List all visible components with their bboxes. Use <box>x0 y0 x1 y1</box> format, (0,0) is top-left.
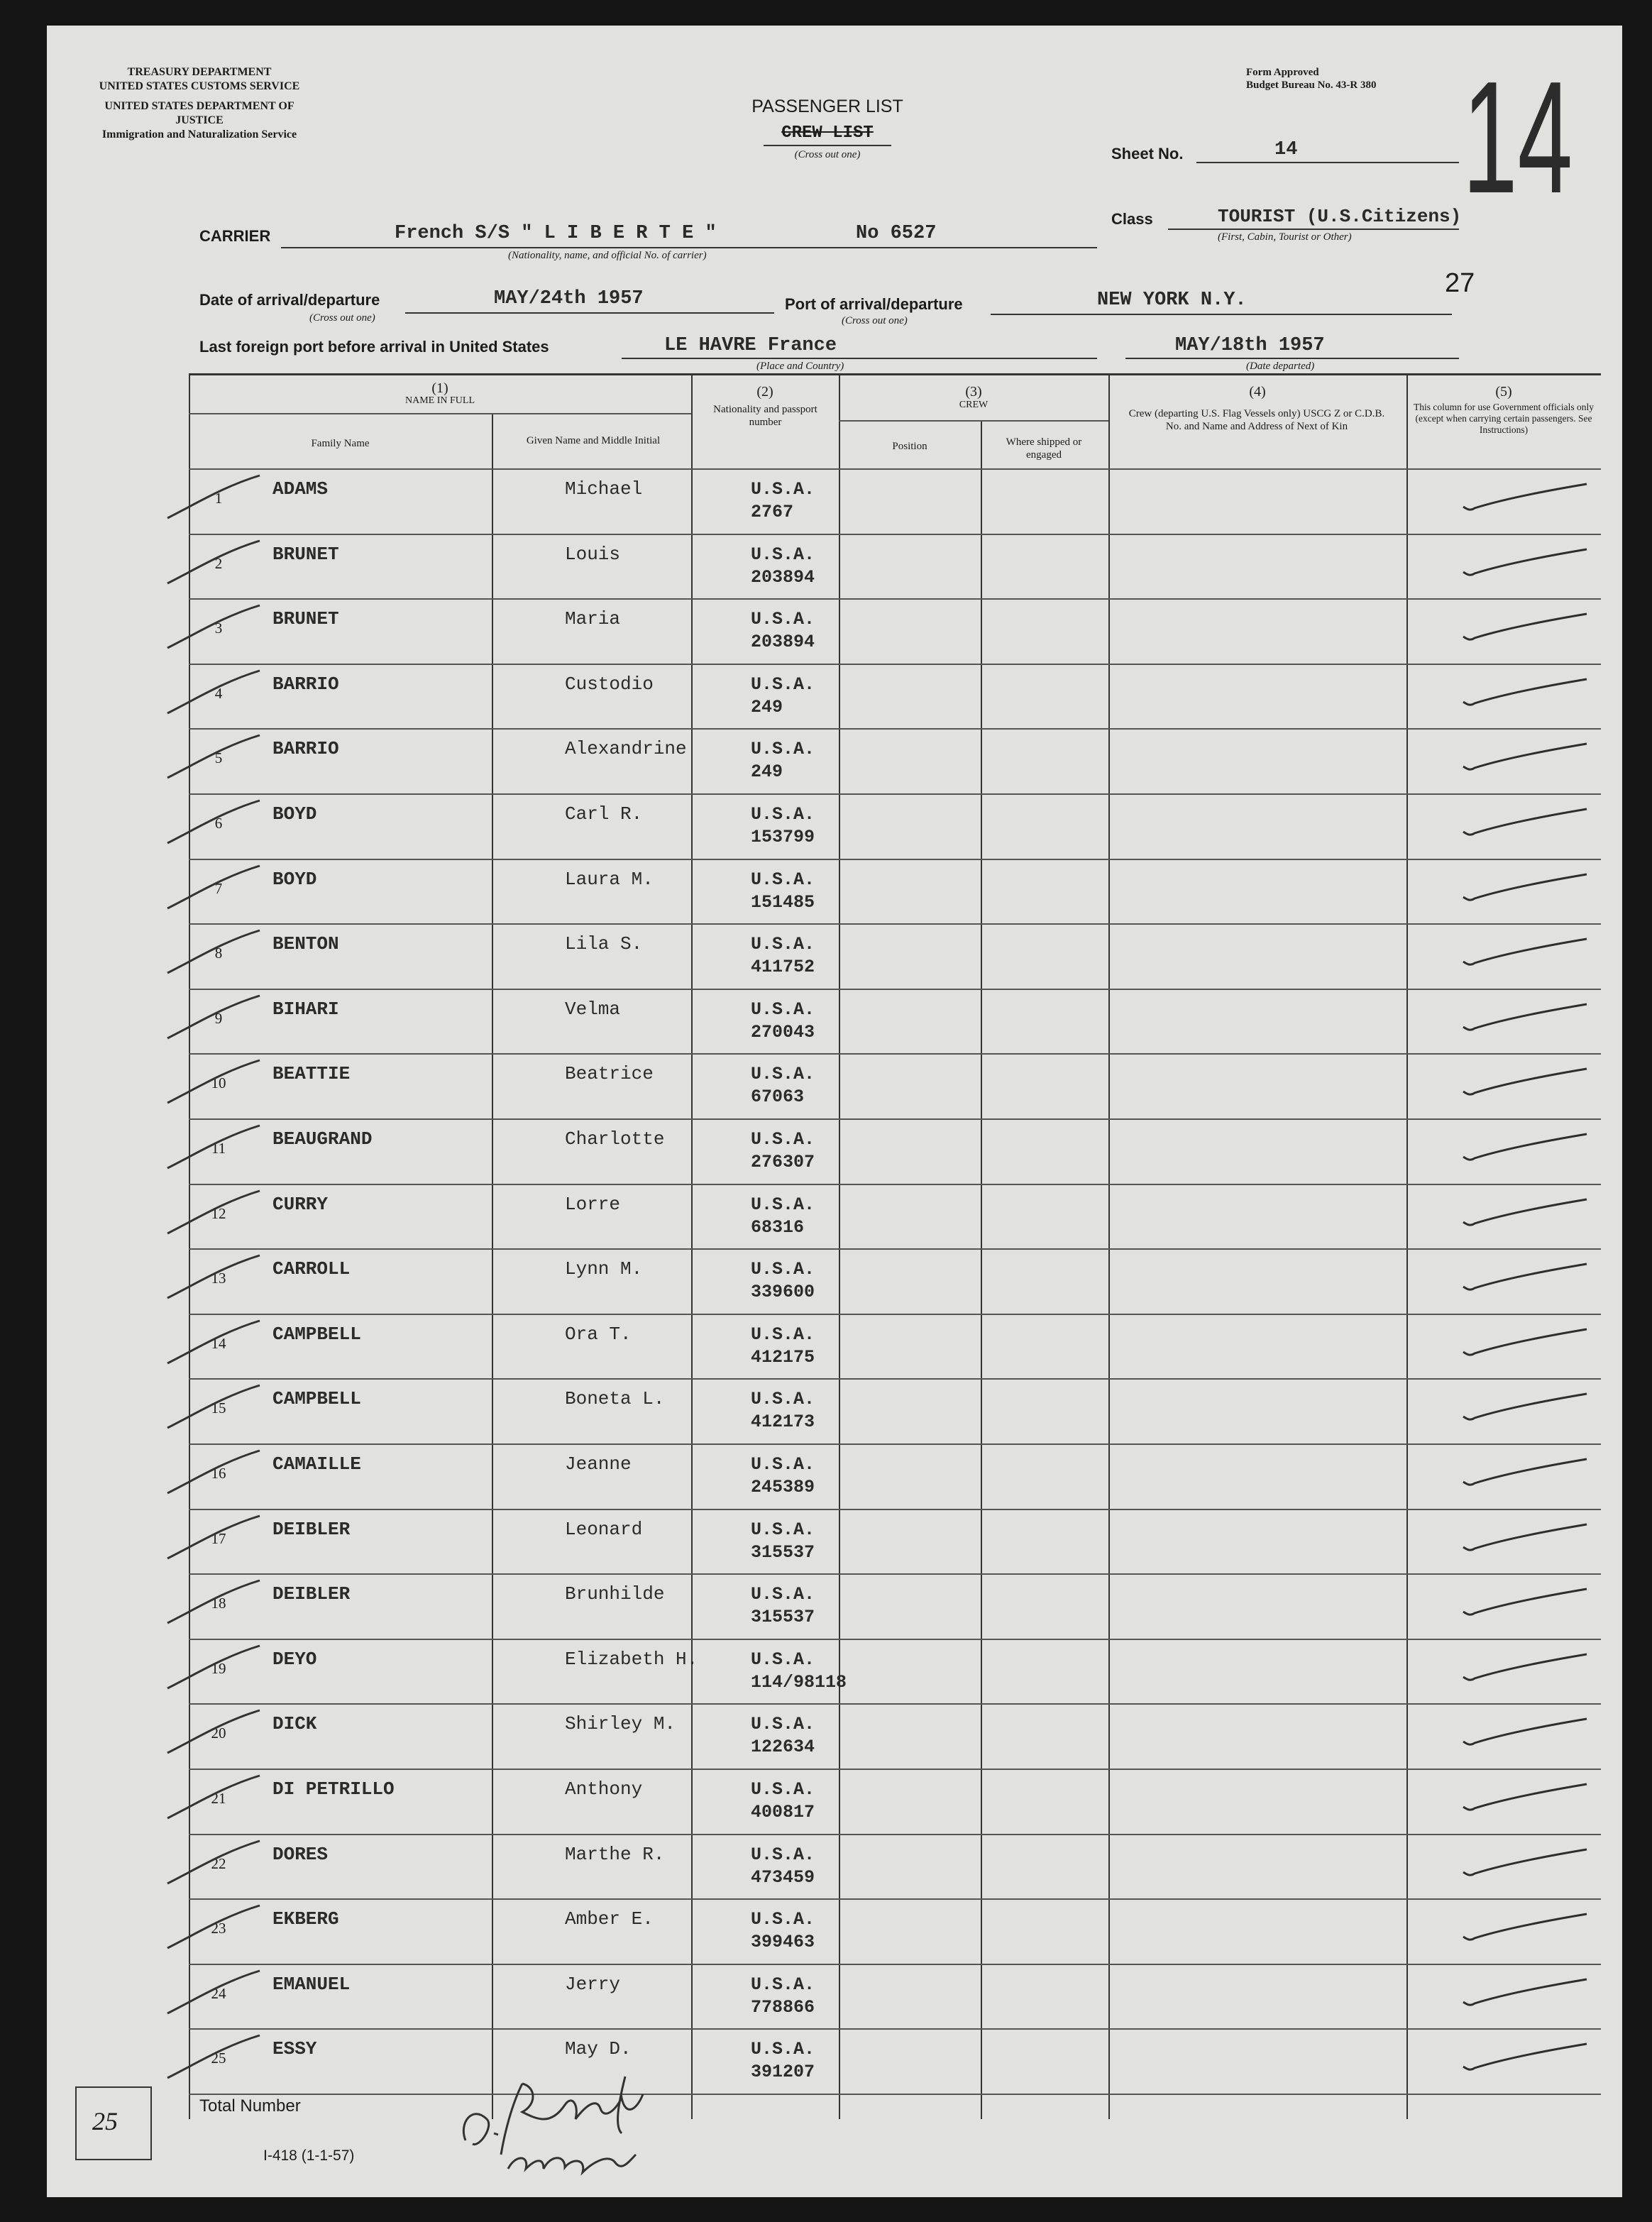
given-name: Boneta L. <box>565 1388 665 1410</box>
total-box <box>75 2086 152 2160</box>
row-divider <box>189 989 1601 990</box>
row-number: 20 <box>211 1725 226 1742</box>
check-mark-icon <box>1459 738 1601 781</box>
row-tick-icon <box>153 1703 267 1760</box>
family-name: BRUNET <box>272 543 339 565</box>
row-tick-icon <box>153 1118 267 1175</box>
passport-number: 67063 <box>751 1087 805 1108</box>
given-name: Jeanne <box>565 1453 632 1475</box>
given-name: Carl R. <box>565 803 643 825</box>
row-number: 23 <box>211 1920 226 1937</box>
crew-header: CREW <box>959 400 989 410</box>
row-divider <box>189 664 1601 665</box>
check-mark-icon <box>1459 1519 1601 1561</box>
row-number: 11 <box>211 1140 226 1157</box>
nationality: U.S.A. <box>751 544 815 565</box>
nationality: U.S.A. <box>751 1324 815 1345</box>
row-number: 19 <box>211 1659 226 1677</box>
nationality: U.S.A. <box>751 2039 815 2060</box>
family-name: CARROLL <box>272 1258 351 1280</box>
given-name: Leonard <box>565 1518 643 1540</box>
given-name: Lila S. <box>565 933 643 955</box>
passport-number: 400817 <box>751 1802 815 1822</box>
row-number: 24 <box>211 1984 226 2002</box>
last-port-label: Last foreign port before arrival in United States <box>199 338 549 356</box>
row-tick-icon <box>153 1639 267 1695</box>
sheet-number-stamp: 14 <box>1463 48 1573 226</box>
total-label: Total Number <box>199 2096 301 2116</box>
family-name: DEIBLER <box>272 1518 351 1540</box>
nationality: U.S.A. <box>751 1779 815 1800</box>
last-port-hint: (Place and Country) <box>756 361 844 372</box>
row-divider <box>189 728 1601 730</box>
nationality: U.S.A. <box>751 609 815 630</box>
family-name: BEAUGRAND <box>272 1128 373 1150</box>
nationality: U.S.A. <box>751 1649 815 1670</box>
nationality: U.S.A. <box>751 869 815 890</box>
family-name-header: Family Name <box>311 438 370 449</box>
row-tick-icon <box>153 728 267 785</box>
port-hint: (Cross out one) <box>842 315 908 326</box>
check-mark-icon <box>1459 1778 1601 1821</box>
row-divider <box>189 1834 1601 1835</box>
passport-number: 276307 <box>751 1152 815 1172</box>
carrier-value: French S/S " L I B E R T E " <box>395 223 717 244</box>
check-mark-icon <box>1459 544 1601 586</box>
passport-number: 412175 <box>751 1346 815 1368</box>
row-divider <box>189 1443 1601 1445</box>
row-number: 2 <box>214 554 223 572</box>
check-mark-icon <box>1459 1583 1601 1626</box>
col2-number: (2) <box>756 384 773 400</box>
check-mark-icon <box>1459 1844 1601 1886</box>
check-mark-icon <box>1459 803 1601 846</box>
family-name: EKBERG <box>272 1908 339 1930</box>
row-tick-icon <box>153 1509 267 1566</box>
row-number: 5 <box>214 749 223 767</box>
dept-line-3: UNITED STATES DEPARTMENT OF JUSTICE <box>104 100 294 126</box>
row-divider <box>189 1378 1601 1380</box>
last-port-value: LE HAVRE France <box>664 335 837 356</box>
class-value: TOURIST (U.S.Citizens) <box>1218 206 1462 227</box>
row-tick-icon <box>153 923 267 980</box>
check-mark-icon <box>1459 1453 1601 1496</box>
family-name: DICK <box>272 1713 317 1735</box>
given-name: May D. <box>565 2038 632 2060</box>
given-name: Beatrice <box>565 1063 654 1085</box>
row-tick-icon <box>153 1573 267 1630</box>
officials-header: This column for use Government officials only (except when carrying certain passengers. See Instructions) <box>1414 402 1594 435</box>
row-divider <box>189 598 1601 600</box>
budget-bureau: Budget Bureau No. 43-R 380 <box>1246 79 1377 91</box>
row-divider <box>189 1248 1601 1250</box>
given-name-header: Given Name and Middle Initial <box>526 435 661 446</box>
family-name: BOYD <box>272 803 317 825</box>
row-divider <box>189 793 1601 795</box>
dept-line-4: Immigration and Naturalization Service <box>101 128 297 141</box>
next-of-kin-header: Crew (departing U.S. Flag Vessels only) USCG Z or C.D.B. No. and Name and Address of Next of Kin <box>1128 408 1385 432</box>
given-name: Marthe R. <box>565 1843 665 1865</box>
arrival-date: MAY/24th 1957 <box>494 288 644 309</box>
passport-number: 315537 <box>751 1541 815 1563</box>
given-name: Lorre <box>565 1193 621 1215</box>
given-name: Anthony <box>565 1778 643 1800</box>
nationality: U.S.A. <box>751 999 815 1020</box>
row-divider <box>189 1573 1601 1575</box>
nationality: U.S.A. <box>751 1584 815 1605</box>
carrier-label: CARRIER <box>199 227 271 245</box>
passport-number: 473459 <box>751 1866 815 1888</box>
row-number: 21 <box>211 1790 226 1807</box>
row-tick-icon <box>153 989 267 1045</box>
col1-title: NAME IN FULL <box>405 395 475 406</box>
nationality: U.S.A. <box>751 479 815 500</box>
col3-number: (3) <box>965 384 982 400</box>
nationality: U.S.A. <box>751 1259 815 1280</box>
row-divider <box>189 1314 1601 1315</box>
row-tick-icon <box>153 1834 267 1891</box>
crew-list-struck: CREW LIST <box>781 123 874 143</box>
row-tick-icon <box>153 1378 267 1435</box>
dept-line-1: TREASURY DEPARTMENT <box>127 66 272 78</box>
row-divider <box>189 923 1601 925</box>
given-name: Michael <box>565 478 643 500</box>
row-divider <box>189 1703 1601 1705</box>
departed-hint: (Date departed) <box>1246 361 1315 372</box>
check-mark-icon <box>1459 933 1601 976</box>
check-mark-icon <box>1459 1388 1601 1431</box>
given-name: Alexandrine <box>565 738 687 760</box>
nationality: U.S.A. <box>751 1194 815 1215</box>
check-mark-icon <box>1459 1908 1601 1951</box>
row-number: 18 <box>211 1595 226 1612</box>
where-shipped-header: Where shipped or engaged <box>1006 436 1082 461</box>
nationality: U.S.A. <box>751 1454 815 1475</box>
family-name: BRUNET <box>272 608 339 630</box>
col5-number: (5) <box>1495 384 1512 400</box>
check-mark-icon <box>1459 478 1601 521</box>
family-name: CAMAILLE <box>272 1453 361 1475</box>
family-name: CAMPBELL <box>272 1388 361 1410</box>
nationality: U.S.A. <box>751 934 815 955</box>
row-divider <box>189 1509 1601 1510</box>
departed-date: MAY/18th 1957 <box>1175 335 1325 356</box>
col1-number: (1) <box>431 380 448 396</box>
row-tick-icon <box>153 1964 267 2020</box>
given-name: Laura M. <box>565 868 654 890</box>
passport-number: 153799 <box>751 827 815 847</box>
form-number: I-418 (1-1-57) <box>263 2147 355 2164</box>
passport-number: 411752 <box>751 957 815 978</box>
check-mark-icon <box>1459 1974 1601 2016</box>
family-name: ESSY <box>272 2038 317 2060</box>
row-number: 13 <box>211 1270 226 1287</box>
nationality-header: Nationality and passport number <box>713 404 817 428</box>
row-tick-icon <box>153 468 267 525</box>
passport-number: 315537 <box>751 1607 815 1628</box>
given-name: Elizabeth H. <box>565 1648 698 1670</box>
nationality: U.S.A. <box>751 1974 815 1995</box>
row-number: 16 <box>211 1465 226 1482</box>
given-name: Brunhilde <box>565 1583 665 1605</box>
family-name: BOYD <box>272 868 317 890</box>
check-mark-icon <box>1459 673 1601 716</box>
col4-number: (4) <box>1249 384 1266 400</box>
row-number: 7 <box>214 879 223 897</box>
passport-number: 412173 <box>751 1412 815 1433</box>
passport-number: 114/98118 <box>751 1671 847 1693</box>
given-name: Lynn M. <box>565 1258 643 1280</box>
passport-number: 245389 <box>751 1477 815 1497</box>
row-number: 1 <box>214 490 223 507</box>
check-mark-icon <box>1459 1713 1601 1756</box>
date-hint: (Cross out one) <box>309 312 375 324</box>
nationality: U.S.A. <box>751 1389 815 1410</box>
row-number: 9 <box>214 1009 223 1027</box>
row-number: 3 <box>214 620 223 637</box>
passport-number: 2767 <box>751 502 794 522</box>
passport-number: 391207 <box>751 2062 815 2083</box>
date-label: Date of arrival/departure <box>199 291 380 309</box>
row-tick-icon <box>153 1248 267 1305</box>
dept-line-2: UNITED STATES CUSTOMS SERVICE <box>99 80 300 92</box>
row-tick-icon <box>153 1053 267 1110</box>
nationality: U.S.A. <box>751 1064 815 1085</box>
family-name: ADAMS <box>272 478 329 500</box>
row-divider <box>189 2028 1601 2030</box>
row-number: 15 <box>211 1399 226 1417</box>
given-name: Ora T. <box>565 1323 632 1345</box>
family-name: BEATTIE <box>272 1063 351 1085</box>
given-name: Shirley M. <box>565 1713 676 1735</box>
row-divider <box>189 1769 1601 1770</box>
row-divider <box>189 1118 1601 1120</box>
check-mark-icon <box>1459 2038 1601 2081</box>
nationality: U.S.A. <box>751 739 815 760</box>
passport-number: 249 <box>751 761 783 783</box>
class-label: Class <box>1111 210 1153 228</box>
row-tick-icon <box>153 859 267 915</box>
sheet-label: Sheet No. <box>1111 145 1184 163</box>
row-divider <box>189 1898 1601 1900</box>
passport-number: 778866 <box>751 1996 815 2018</box>
form-approved: Form Approved <box>1246 67 1319 78</box>
given-name: Maria <box>565 608 621 630</box>
family-name: DI PETRILLO <box>272 1778 395 1800</box>
given-name: Velma <box>565 998 621 1020</box>
class-hint: (First, Cabin, Tourist or Other) <box>1218 231 1352 243</box>
row-tick-icon <box>153 598 267 655</box>
check-mark-icon <box>1459 1649 1601 1691</box>
row-number: 22 <box>211 1854 226 1872</box>
row-number: 12 <box>211 1204 226 1222</box>
passport-number: 203894 <box>751 632 815 653</box>
check-mark-icon <box>1459 869 1601 911</box>
given-name: Charlotte <box>565 1128 665 1150</box>
check-mark-icon <box>1459 1128 1601 1171</box>
family-name: CURRY <box>272 1193 329 1215</box>
nationality: U.S.A. <box>751 1909 815 1930</box>
given-name: Amber E. <box>565 1908 654 1930</box>
family-name: DORES <box>272 1843 329 1865</box>
position-header: Position <box>892 441 927 452</box>
row-tick-icon <box>153 1443 267 1500</box>
inspector-signature <box>444 2055 742 2183</box>
given-name: Custodio <box>565 673 654 695</box>
nationality: U.S.A. <box>751 1844 815 1865</box>
check-mark-icon <box>1459 1324 1601 1366</box>
family-name: BIHARI <box>272 998 339 1020</box>
check-mark-icon <box>1459 1194 1601 1236</box>
nationality: U.S.A. <box>751 673 815 695</box>
check-mark-icon <box>1459 1258 1601 1301</box>
family-name: CAMPBELL <box>272 1323 361 1345</box>
carrier-hint: (Nationality, name, and official No. of carrier) <box>508 250 707 261</box>
family-name: DEIBLER <box>272 1583 351 1605</box>
given-name: Louis <box>565 543 621 565</box>
family-name: BARRIO <box>272 738 339 760</box>
row-tick-icon <box>153 534 267 590</box>
family-name: DEYO <box>272 1648 317 1670</box>
row-number: 6 <box>214 815 223 832</box>
row-number: 10 <box>211 1074 226 1092</box>
nationality: U.S.A. <box>751 804 815 825</box>
row-divider <box>189 1053 1601 1055</box>
port-label: Port of arrival/departure <box>785 295 963 313</box>
passport-number: 399463 <box>751 1932 815 1953</box>
row-tick-icon <box>153 2028 267 2085</box>
page-mark: 27 <box>1445 268 1475 298</box>
family-name: BENTON <box>272 933 339 955</box>
family-name: BARRIO <box>272 673 339 695</box>
passport-number: 68316 <box>751 1216 805 1238</box>
cross-out-hint: (Cross out one) <box>794 149 861 160</box>
passport-number: 249 <box>751 696 783 717</box>
carrier-number: No 6527 <box>856 223 937 244</box>
row-divider <box>189 1184 1601 1185</box>
passport-number: 151485 <box>751 891 815 913</box>
passenger-list-sheet <box>47 26 1622 2197</box>
passport-number: 339600 <box>751 1282 815 1303</box>
total-value: 25 <box>92 2107 118 2135</box>
check-mark-icon <box>1459 608 1601 651</box>
nationality: U.S.A. <box>751 1519 815 1540</box>
row-number: 25 <box>211 2050 226 2067</box>
row-tick-icon <box>153 1184 267 1241</box>
port-value: NEW YORK N.Y. <box>1097 290 1247 311</box>
row-tick-icon <box>153 664 267 720</box>
row-divider <box>189 534 1601 535</box>
row-number: 4 <box>214 684 223 702</box>
family-name: EMANUEL <box>272 1973 351 1995</box>
nationality: U.S.A. <box>751 1714 815 1735</box>
department-heading <box>82 65 316 142</box>
nationality: U.S.A. <box>751 1129 815 1150</box>
check-mark-icon <box>1459 1063 1601 1106</box>
passport-number: 122634 <box>751 1737 815 1758</box>
row-tick-icon <box>153 1898 267 1955</box>
row-number: 8 <box>214 945 223 962</box>
check-mark-icon <box>1459 999 1601 1041</box>
row-divider <box>189 859 1601 860</box>
given-name: Jerry <box>565 1973 621 1995</box>
passport-number: 270043 <box>751 1021 815 1043</box>
row-number: 17 <box>211 1529 226 1547</box>
sheet-value: 14 <box>1274 139 1298 160</box>
row-number: 14 <box>211 1334 226 1352</box>
row-tick-icon <box>153 793 267 850</box>
passport-number: 203894 <box>751 566 815 588</box>
row-divider <box>189 1964 1601 1965</box>
list-title: PASSENGER LIST <box>751 97 903 116</box>
row-tick-icon <box>153 1314 267 1370</box>
row-divider <box>189 1639 1601 1640</box>
row-tick-icon <box>153 1769 267 1825</box>
